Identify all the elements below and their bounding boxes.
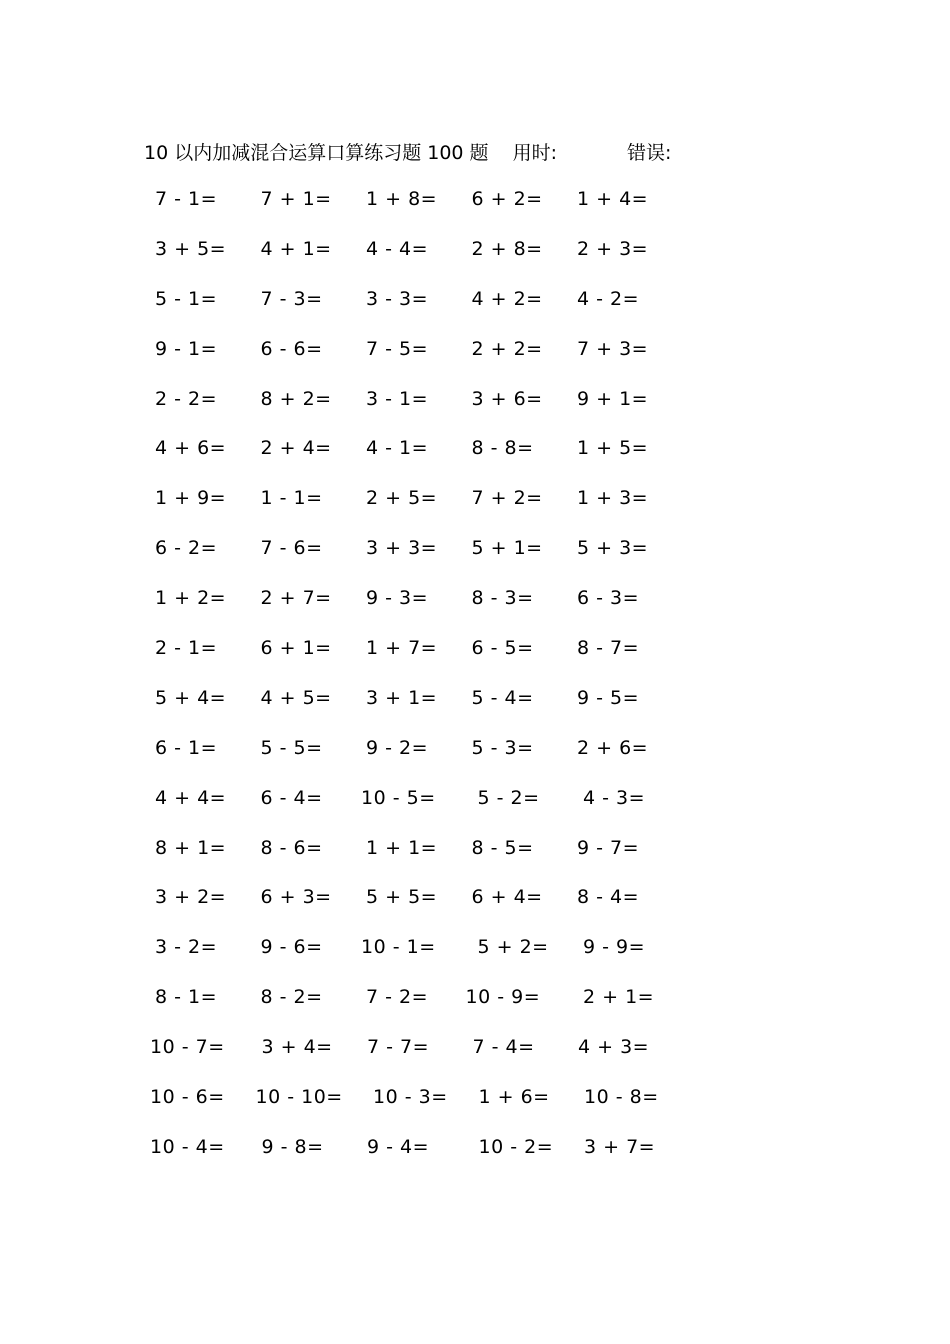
arithmetic-problem: 1 + 2= xyxy=(155,587,227,610)
arithmetic-problem: 1 + 9= xyxy=(155,487,227,510)
arithmetic-problem: 2 + 1= xyxy=(583,986,655,1009)
arithmetic-problem: 1 + 5= xyxy=(577,437,649,460)
arithmetic-problem: 5 - 2= xyxy=(477,786,540,809)
arithmetic-problem: 3 + 5= xyxy=(155,237,227,260)
arithmetic-problem: 1 + 6= xyxy=(478,1086,550,1109)
problem-row xyxy=(155,384,715,434)
arithmetic-problem: 10 - 9= xyxy=(465,986,541,1009)
arithmetic-problem: 7 - 4= xyxy=(472,1036,535,1059)
problem-row xyxy=(155,284,715,334)
arithmetic-problem: 3 + 2= xyxy=(155,886,227,909)
problem-grid xyxy=(150,184,715,1182)
arithmetic-problem: 1 - 1= xyxy=(260,487,323,510)
arithmetic-problem: 7 - 5= xyxy=(366,337,429,360)
arithmetic-problem: 3 - 3= xyxy=(366,287,429,310)
arithmetic-problem: 10 - 3= xyxy=(373,1086,448,1109)
arithmetic-problem: 9 - 9= xyxy=(583,936,646,959)
arithmetic-problem: 3 + 3= xyxy=(366,537,438,560)
arithmetic-problem: 8 + 1= xyxy=(155,836,227,859)
arithmetic-problem: 7 + 3= xyxy=(577,337,649,360)
arithmetic-problem: 9 - 2= xyxy=(366,736,429,759)
arithmetic-problem: 1 + 1= xyxy=(366,836,438,859)
arithmetic-problem: 4 + 6= xyxy=(155,437,227,460)
arithmetic-problem: 1 + 8= xyxy=(366,188,438,210)
arithmetic-problem: 2 + 7= xyxy=(260,587,332,610)
arithmetic-problem: 5 + 3= xyxy=(577,537,649,560)
arithmetic-problem: 9 - 5= xyxy=(577,686,640,709)
arithmetic-problem: 8 - 2= xyxy=(260,986,323,1009)
arithmetic-problem: 6 + 1= xyxy=(260,637,332,660)
problem-row xyxy=(155,583,715,633)
arithmetic-problem: 2 + 2= xyxy=(471,337,543,360)
problem-row xyxy=(155,982,715,1032)
arithmetic-problem: 6 - 5= xyxy=(471,637,534,660)
arithmetic-problem: 8 - 3= xyxy=(471,587,534,610)
arithmetic-problem: 2 + 8= xyxy=(471,237,543,260)
arithmetic-problem: 7 + 1= xyxy=(260,188,332,210)
problem-row xyxy=(150,1082,715,1132)
arithmetic-problem: 1 + 4= xyxy=(577,188,649,210)
problem-row xyxy=(155,733,715,783)
arithmetic-problem: 3 + 6= xyxy=(471,387,543,410)
arithmetic-problem: 5 - 3= xyxy=(471,736,534,759)
arithmetic-problem: 4 - 2= xyxy=(577,287,640,310)
arithmetic-problem: 10 - 4= xyxy=(150,1135,225,1158)
arithmetic-problem: 7 - 3= xyxy=(260,287,323,310)
problem-row xyxy=(155,833,715,883)
arithmetic-problem: 9 - 4= xyxy=(367,1135,430,1158)
problem-row xyxy=(155,683,715,733)
arithmetic-problem: 8 - 6= xyxy=(260,836,323,859)
arithmetic-problem: 1 + 3= xyxy=(577,487,649,510)
arithmetic-problem: 10 - 2= xyxy=(478,1135,554,1158)
arithmetic-problem: 4 - 3= xyxy=(583,786,646,809)
arithmetic-problem: 1 + 7= xyxy=(366,637,438,660)
arithmetic-problem: 3 - 1= xyxy=(366,387,429,410)
arithmetic-problem: 10 - 5= xyxy=(361,786,436,809)
arithmetic-problem: 3 + 4= xyxy=(261,1036,333,1059)
problem-row xyxy=(150,1032,715,1082)
arithmetic-problem: 7 + 2= xyxy=(471,487,543,510)
arithmetic-problem: 6 - 6= xyxy=(260,337,323,360)
problem-row xyxy=(155,882,715,932)
arithmetic-problem: 5 + 1= xyxy=(471,537,543,560)
arithmetic-problem: 6 - 4= xyxy=(260,786,323,809)
arithmetic-problem: 6 - 1= xyxy=(155,736,218,759)
problem-row xyxy=(155,334,715,384)
arithmetic-problem: 9 - 1= xyxy=(155,337,218,360)
arithmetic-problem: 5 + 5= xyxy=(366,886,438,909)
problem-row xyxy=(155,633,715,683)
arithmetic-problem: 10 - 6= xyxy=(150,1086,225,1109)
arithmetic-problem: 10 - 1= xyxy=(361,936,436,959)
arithmetic-problem: 8 + 2= xyxy=(260,387,332,410)
worksheet-header xyxy=(144,136,671,166)
arithmetic-problem: 4 + 5= xyxy=(260,686,332,709)
arithmetic-problem: 2 + 4= xyxy=(260,437,332,460)
arithmetic-problem: 8 - 7= xyxy=(577,637,640,660)
arithmetic-problem: 7 - 1= xyxy=(155,188,218,210)
problem-row xyxy=(155,932,715,982)
arithmetic-problem: 6 + 3= xyxy=(260,886,332,909)
arithmetic-problem: 6 + 2= xyxy=(471,188,543,210)
arithmetic-problem: 8 - 8= xyxy=(471,437,534,460)
problem-row xyxy=(155,234,715,284)
arithmetic-problem: 8 - 1= xyxy=(155,986,218,1009)
arithmetic-problem: 4 + 2= xyxy=(471,287,543,310)
arithmetic-problem: 3 - 2= xyxy=(155,936,218,959)
problem-row xyxy=(155,483,715,533)
problem-row xyxy=(155,783,715,833)
arithmetic-problem: 8 - 5= xyxy=(471,836,534,859)
arithmetic-problem: 10 - 7= xyxy=(150,1036,225,1059)
arithmetic-problem: 2 + 3= xyxy=(577,237,649,260)
arithmetic-problem: 6 - 2= xyxy=(155,537,218,560)
time-used-label: 用时: xyxy=(512,141,557,164)
arithmetic-problem: 4 - 4= xyxy=(366,237,429,260)
arithmetic-problem: 2 + 6= xyxy=(577,736,649,759)
problem-row xyxy=(150,1132,715,1182)
arithmetic-problem: 2 - 2= xyxy=(155,387,218,410)
arithmetic-problem: 6 + 4= xyxy=(471,886,543,909)
arithmetic-problem: 5 + 4= xyxy=(155,686,227,709)
arithmetic-problem: 8 - 4= xyxy=(577,886,640,909)
arithmetic-problem: 9 - 3= xyxy=(366,587,429,610)
arithmetic-problem: 9 - 7= xyxy=(577,836,640,859)
arithmetic-problem: 4 + 1= xyxy=(260,237,332,260)
errors-label: 错误: xyxy=(626,141,672,164)
arithmetic-problem: 4 - 1= xyxy=(366,437,429,460)
arithmetic-problem: 10 - 8= xyxy=(584,1086,659,1109)
arithmetic-problem: 4 + 4= xyxy=(155,786,227,809)
arithmetic-problem: 6 - 3= xyxy=(577,587,640,610)
arithmetic-problem: 7 - 7= xyxy=(367,1036,430,1059)
arithmetic-problem: 3 + 7= xyxy=(584,1135,656,1158)
arithmetic-problem: 9 - 8= xyxy=(261,1135,324,1158)
arithmetic-problem: 3 + 1= xyxy=(366,686,438,709)
arithmetic-problem: 5 - 5= xyxy=(260,736,323,759)
problem-row xyxy=(155,533,715,583)
arithmetic-problem: 10 - 10= xyxy=(255,1086,343,1109)
arithmetic-problem: 5 + 2= xyxy=(477,936,549,959)
arithmetic-problem: 5 - 4= xyxy=(471,686,534,709)
arithmetic-problem: 9 - 6= xyxy=(260,936,323,959)
arithmetic-problem: 2 - 1= xyxy=(155,637,218,660)
problem-row xyxy=(155,433,715,483)
arithmetic-problem: 4 + 3= xyxy=(578,1036,650,1059)
arithmetic-problem: 2 + 5= xyxy=(366,487,438,510)
worksheet-title: 10 以内加减混合运算口算练习题 100 题 xyxy=(144,141,489,164)
arithmetic-problem: 9 + 1= xyxy=(577,387,649,410)
arithmetic-problem: 7 - 6= xyxy=(260,537,323,560)
arithmetic-problem: 5 - 1= xyxy=(155,287,218,310)
problem-row xyxy=(155,184,715,234)
arithmetic-problem: 7 - 2= xyxy=(366,986,429,1009)
